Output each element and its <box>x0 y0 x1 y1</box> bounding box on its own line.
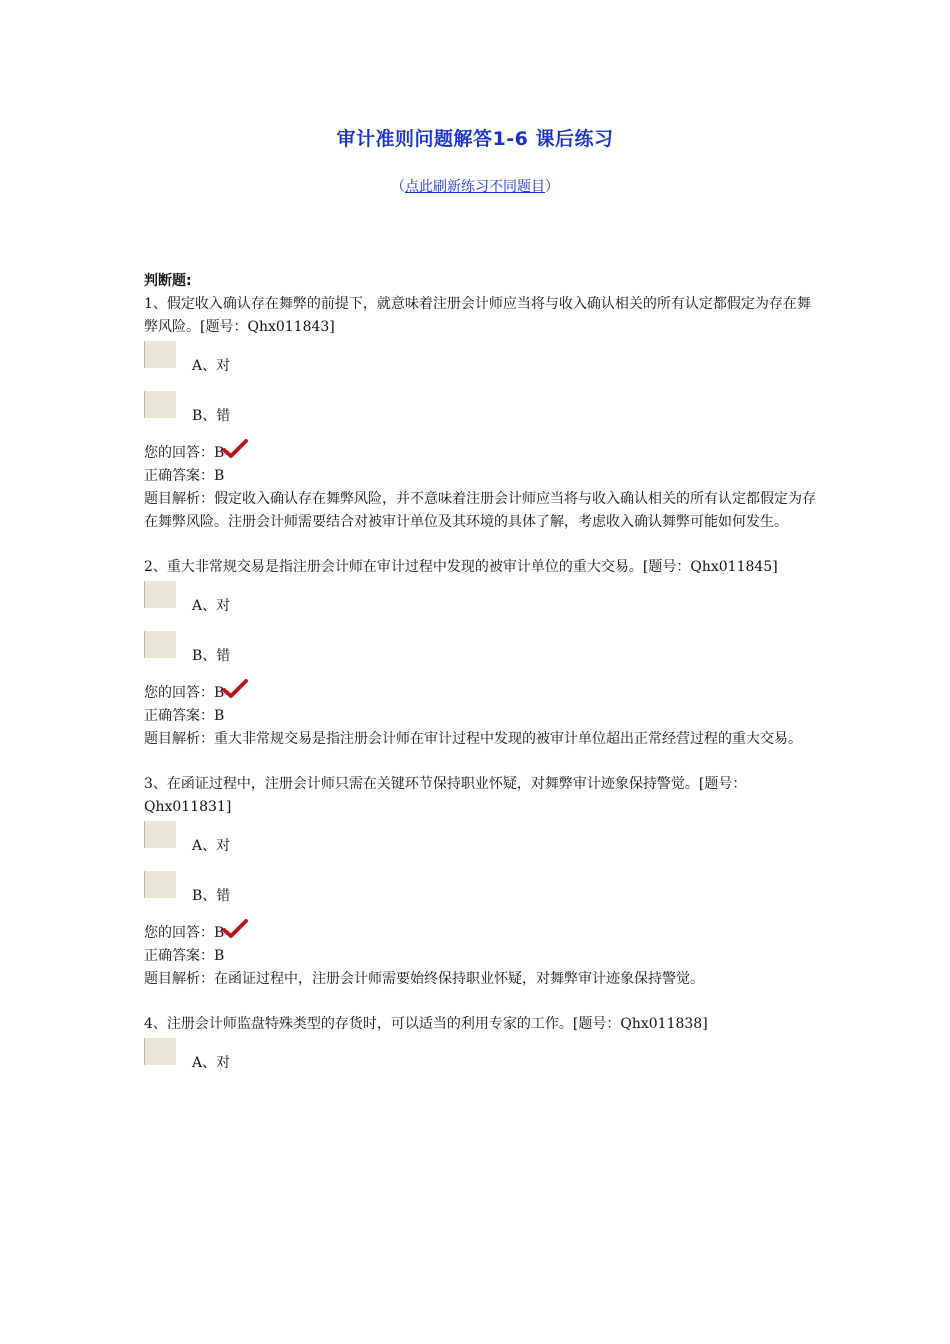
analysis <box>144 728 824 751</box>
quiz-content <box>144 270 824 1108</box>
analysis <box>144 488 824 534</box>
correct-answer-value: B <box>214 948 225 964</box>
radio-button[interactable] <box>144 821 176 848</box>
option-label: B、错 <box>192 408 231 424</box>
question-4 <box>144 1013 824 1086</box>
question-text: 1、假定收入确认存在舞弊的前提下，就意味着注册会计师应当将与收入确认相关的所有认定都假定为存在舞弊风险。[题号：Qhx011843] <box>144 296 811 335</box>
correct-answer <box>144 705 824 728</box>
question-text: 4、注册会计师监盘特殊类型的存货时，可以适当的利用专家的工作。[题号：Qhx011838] <box>144 1016 708 1032</box>
analysis-text: 重大非常规交易是指注册会计师在审计过程中发现的被审计单位超出正常经营过程的重大交易。 <box>214 731 802 747</box>
your-answer-label: 您的回答： <box>144 925 214 941</box>
option-b[interactable] <box>144 629 824 679</box>
radio-button[interactable] <box>144 1038 176 1065</box>
radio-button[interactable] <box>144 391 176 418</box>
correct-answer <box>144 945 824 968</box>
your-answer <box>144 439 824 465</box>
refresh-line <box>0 176 950 196</box>
radio-button[interactable] <box>144 341 176 368</box>
correct-answer-label: 正确答案： <box>144 948 214 964</box>
question-text: 3、在函证过程中，注册会计师只需在关键环节保持职业怀疑，对舞弊审计迹象保持警觉。[题号：Qhx011831] <box>144 776 747 815</box>
option-b[interactable] <box>144 869 824 919</box>
radio-button[interactable] <box>144 581 176 608</box>
option-label: A、对 <box>192 1055 231 1071</box>
question-1 <box>144 293 824 534</box>
checkmark-icon <box>222 439 248 459</box>
your-answer <box>144 919 824 945</box>
option-a[interactable] <box>144 339 824 389</box>
option-a[interactable] <box>144 1036 824 1086</box>
checkmark-icon <box>222 679 248 699</box>
analysis-text: 在函证过程中，注册会计师需要始终保持职业怀疑，对舞弊审计迹象保持警觉。 <box>214 971 704 987</box>
section-title: 判断题: <box>144 273 192 289</box>
refresh-paren-open: （ <box>391 179 405 195</box>
correct-answer <box>144 465 824 488</box>
option-a[interactable] <box>144 819 824 869</box>
option-label: A、对 <box>192 358 231 374</box>
page-title: 审计准则问题解答1-6 课后练习 <box>336 128 614 150</box>
option-label: B、错 <box>192 648 231 664</box>
refresh-paren-close: ） <box>545 179 559 195</box>
your-answer-label: 您的回答： <box>144 445 214 461</box>
refresh-link[interactable]: 点此刷新练习不同题目 <box>405 179 545 195</box>
analysis-label: 题目解析： <box>144 971 214 987</box>
question-2 <box>144 556 824 751</box>
analysis-label: 题目解析： <box>144 731 214 747</box>
your-answer-value: B <box>214 445 225 461</box>
your-answer-label: 您的回答： <box>144 685 214 701</box>
analysis <box>144 968 824 991</box>
question-3 <box>144 773 824 991</box>
analysis-label: 题目解析： <box>144 491 214 507</box>
correct-answer-value: B <box>214 708 225 724</box>
option-label: A、对 <box>192 838 231 854</box>
your-answer-value: B <box>214 685 225 701</box>
your-answer-value: B <box>214 925 225 941</box>
correct-answer-label: 正确答案： <box>144 708 214 724</box>
option-label: A、对 <box>192 598 231 614</box>
option-a[interactable] <box>144 579 824 629</box>
option-label: B、错 <box>192 888 231 904</box>
your-answer <box>144 679 824 705</box>
question-text: 2、重大非常规交易是指注册会计师在审计过程中发现的被审计单位的重大交易。[题号：Qhx011845] <box>144 559 778 575</box>
correct-answer-label: 正确答案： <box>144 468 214 484</box>
option-b[interactable] <box>144 389 824 439</box>
radio-button[interactable] <box>144 631 176 658</box>
checkmark-icon <box>222 919 248 939</box>
analysis-text: 假定收入确认存在舞弊风险，并不意味着注册会计师应当将与收入确认相关的所有认定都假定为存在舞弊风险。注册会计师需要结合对被审计单位及其环境的具体了解，考虑收入确认舞弊可能如何发生。 <box>144 491 816 530</box>
radio-button[interactable] <box>144 871 176 898</box>
correct-answer-value: B <box>214 468 225 484</box>
